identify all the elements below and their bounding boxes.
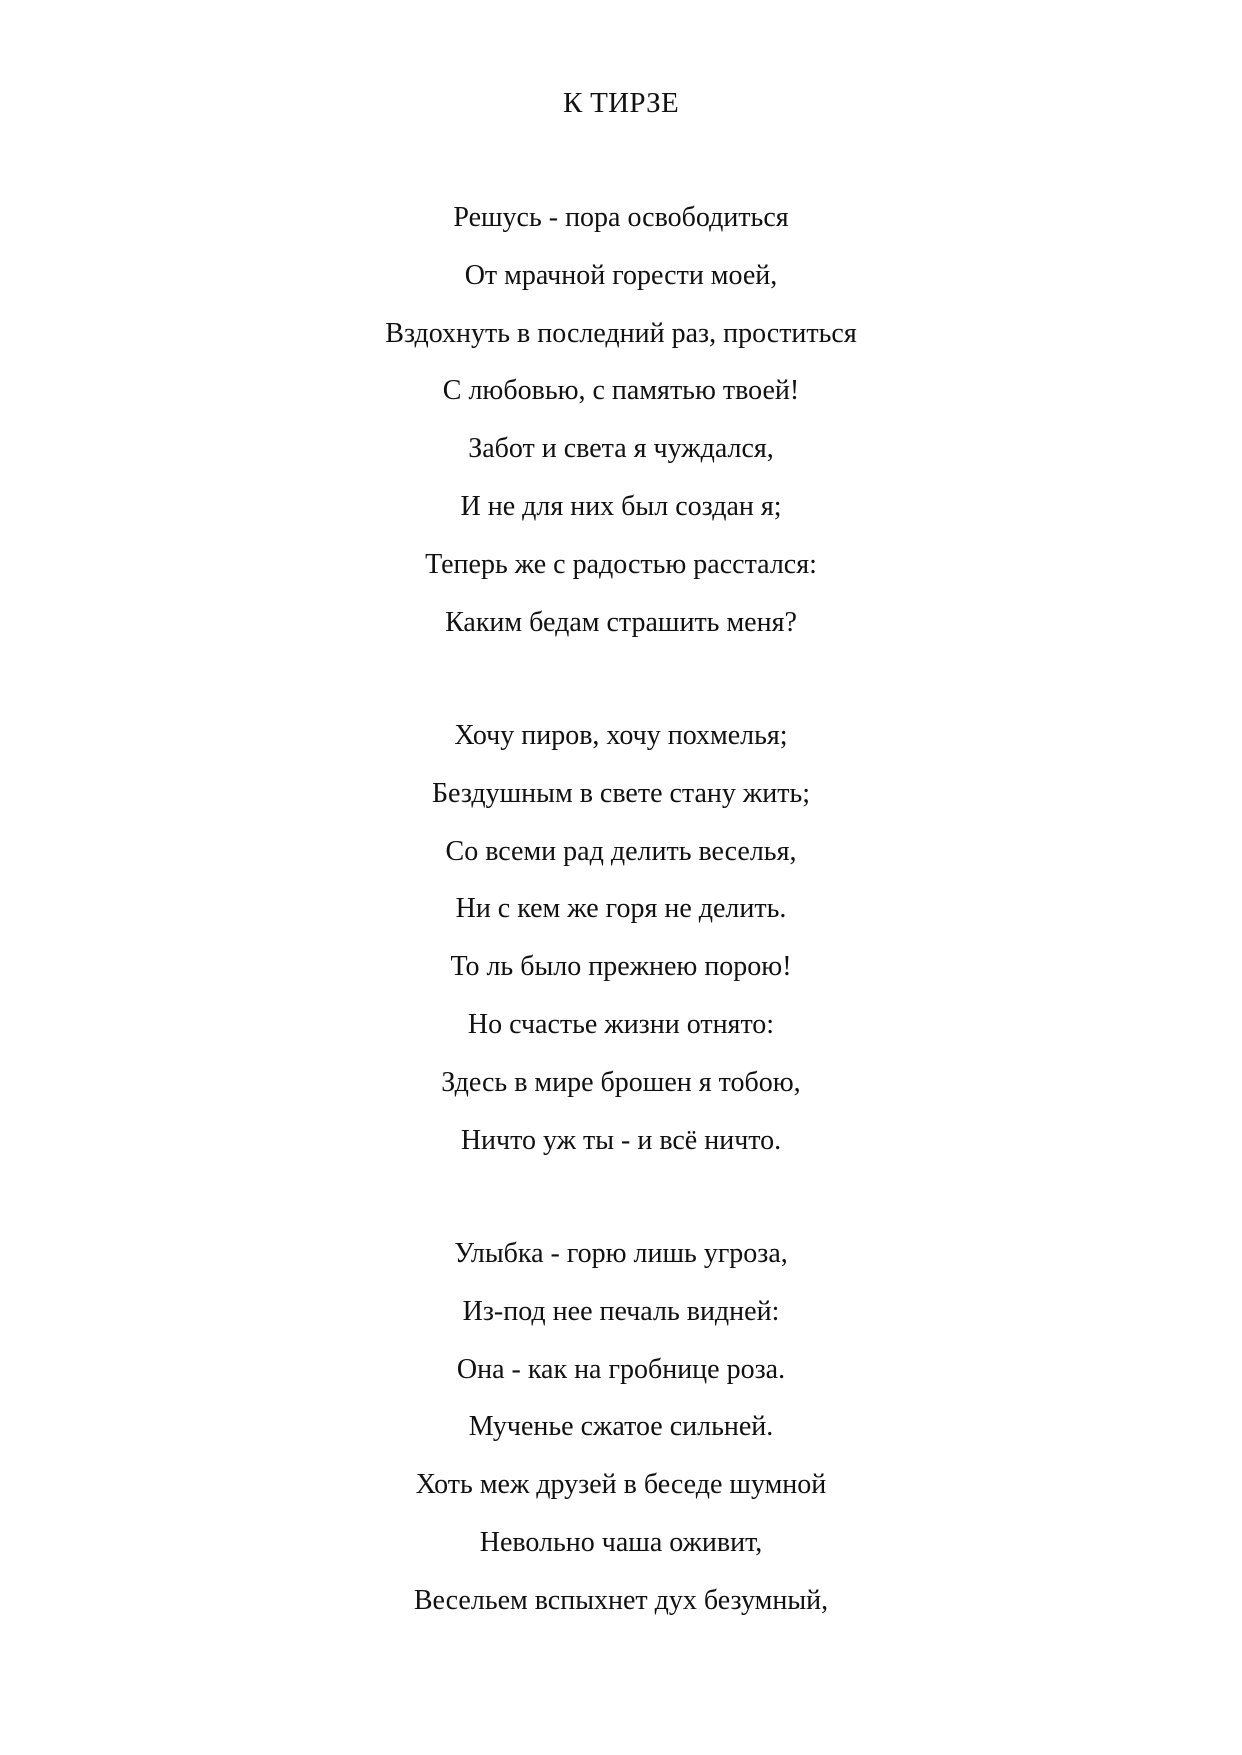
verse-line: Из-под нее печаль видней: <box>462 1295 780 1327</box>
verse-line: Хочу пиров, хочу похмелья; <box>454 720 788 751</box>
verse-line: Невольно чаша оживит, <box>479 1526 763 1558</box>
verse-line: Но счастье жизни отнято: <box>467 1008 775 1040</box>
verse-line: Со всеми рад делить веселья, <box>445 835 797 867</box>
verse-line: Ничто уж ты - и всё ничто. <box>460 1124 782 1156</box>
verse-line: Решусь - пора освободиться <box>453 202 789 233</box>
stanza-2 <box>0 716 1242 1178</box>
verse-line: Бездушным в свете стану жить; <box>431 777 811 809</box>
verse-line: Здесь в мире брошен я тобою, <box>441 1066 801 1098</box>
verse-line: Она - как на гробнице роза. <box>456 1353 786 1385</box>
verse-line: Улыбка - горю лишь угроза, <box>454 1238 788 1269</box>
verse-line: Мученье сжатое сильней. <box>468 1411 774 1443</box>
verse-line: Ни с кем же горя не делить. <box>455 893 787 925</box>
verse-line: Вздохнуть в последний раз, проститься <box>385 317 857 349</box>
verse-line: С любовью, с памятью твоей! <box>442 375 800 407</box>
stanza-3 <box>0 1234 1242 1639</box>
verse-line: И не для них был создан я; <box>460 490 782 522</box>
verse-line: От мрачной горести моей, <box>464 259 778 291</box>
verse-line: Забот и света я чуждался, <box>468 433 774 465</box>
verse-line: Теперь же с радостью расстался: <box>425 548 817 580</box>
verse-line: Хоть меж друзей в беседе шумной <box>415 1469 827 1501</box>
poem-title: К ТИРЗЕ <box>562 87 680 119</box>
verse-line: Весельем вспыхнет дух безумный, <box>413 1584 829 1616</box>
verse-line: Каким бедам страшить меня? <box>445 606 797 638</box>
verse-line: То ль было прежнею порою! <box>450 951 792 983</box>
stanza-1 <box>0 198 1242 660</box>
